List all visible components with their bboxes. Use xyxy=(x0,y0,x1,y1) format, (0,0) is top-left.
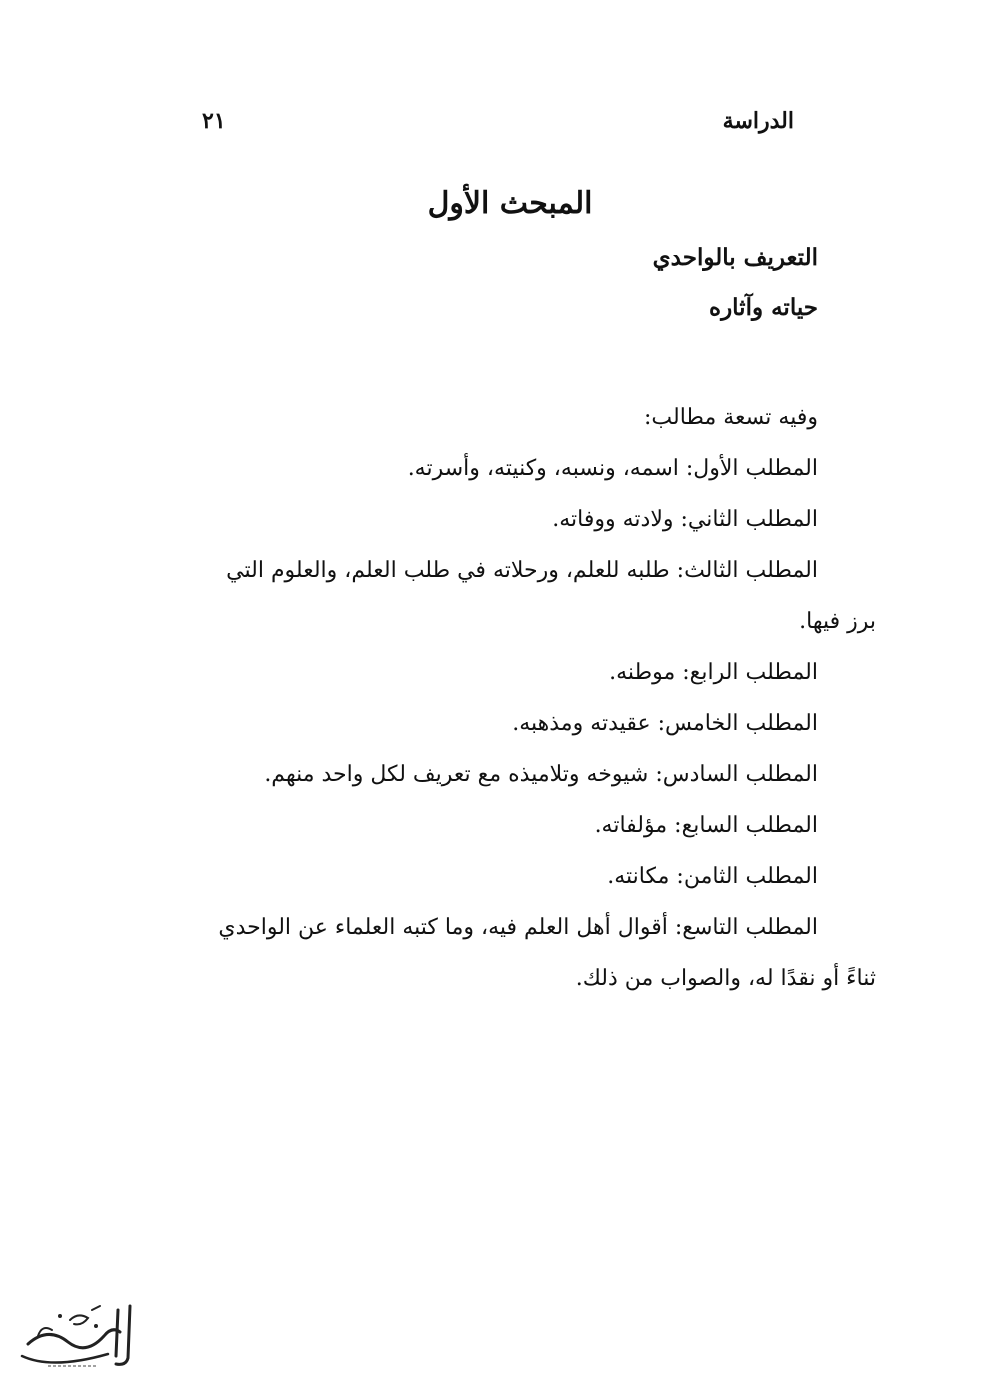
list-item: المطلب الثامن: مكانته. xyxy=(607,864,818,889)
list-item: المطلب التاسع: أقوال أهل العلم فيه، وما كتبه العلماء عن الواحدي xyxy=(218,915,818,940)
page-number: ٢١ xyxy=(202,108,226,134)
intro-line: وفيه تسعة مطالب: xyxy=(644,405,818,430)
chapter-subtitle-1: التعريف بالواحدي xyxy=(652,244,818,271)
chapter-subtitle-2: حياته وآثاره xyxy=(709,294,818,321)
list-item: المطلب الخامس: عقيدته ومذهبه. xyxy=(512,711,818,736)
list-item-continuation: برز فيها. xyxy=(799,609,876,634)
list-item: المطلب السابع: مؤلفاته. xyxy=(594,813,818,838)
body-text xyxy=(120,392,876,1004)
list-item: المطلب الثاني: ولادته ووفاته. xyxy=(552,507,818,532)
list-item: المطلب الثالث: طلبه للعلم، ورحلاته في طلب العلم، والعلوم التي xyxy=(226,558,818,583)
list-item: المطلب الأول: اسمه، ونسبه، وكنيته، وأسرته. xyxy=(407,456,818,481)
chapter-title: المبحث الأول xyxy=(427,186,593,221)
calligraphy-seal-icon xyxy=(8,1296,140,1376)
list-item: المطلب الرابع: موطنه. xyxy=(609,660,818,685)
list-item-continuation: ثناءً أو نقدًا له، والصواب من ذلك. xyxy=(575,966,876,991)
list-item: المطلب السادس: شيوخه وتلاميذه مع تعريف لكل واحد منهم. xyxy=(264,762,818,787)
running-head-title: الدراسة xyxy=(722,108,794,134)
